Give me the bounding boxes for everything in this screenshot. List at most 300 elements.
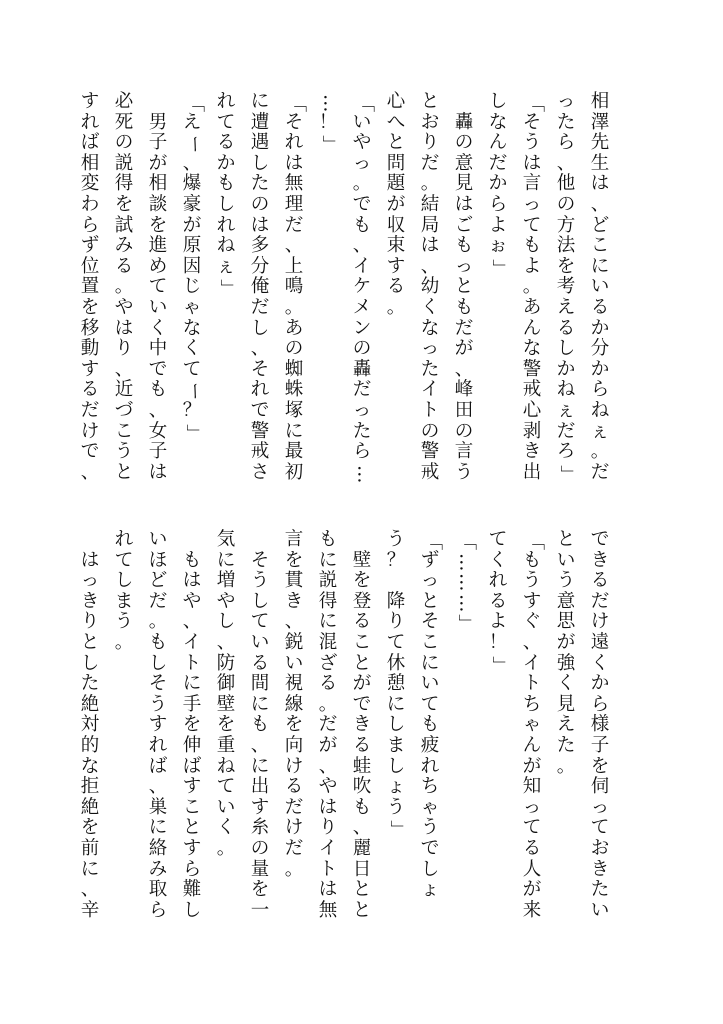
glyph: 、 <box>522 631 542 653</box>
text-column <box>73 531 107 943</box>
glyph: の <box>352 338 372 360</box>
glyph: か <box>216 152 236 174</box>
text-column <box>277 93 311 493</box>
glyph: ト <box>522 673 542 695</box>
glyph: 得 <box>114 173 134 195</box>
glyph: と <box>114 461 134 483</box>
glyph: 俺 <box>250 276 270 298</box>
text-column <box>379 93 413 493</box>
glyph: い <box>284 652 304 674</box>
glyph: あ <box>284 317 304 339</box>
glyph: 心 <box>522 399 542 421</box>
glyph: 、 <box>420 255 440 277</box>
glyph: は <box>284 152 304 174</box>
glyph: す <box>148 714 168 736</box>
glyph: 警 <box>522 358 542 380</box>
glyph: 、 <box>80 461 100 483</box>
glyph: て <box>182 358 202 380</box>
glyph: 」 <box>489 258 511 278</box>
glyph: れ <box>488 570 508 592</box>
glyph: ！ <box>318 111 338 133</box>
glyph: 田 <box>454 399 474 421</box>
glyph: ぇ <box>216 255 236 277</box>
glyph: あ <box>522 296 542 318</box>
glyph: に <box>284 420 304 442</box>
glyph: 糸 <box>250 817 270 839</box>
glyph <box>447 93 481 114</box>
text-column <box>549 93 583 493</box>
glyph: か <box>488 173 508 195</box>
glyph: や <box>352 132 372 154</box>
glyph: ら <box>148 899 168 921</box>
glyph: り <box>80 611 100 633</box>
glyph: 轟 <box>454 111 474 133</box>
glyph: 、 <box>454 358 474 380</box>
text-column <box>243 93 277 493</box>
glyph: に <box>250 91 270 112</box>
glyph: だ <box>80 399 100 421</box>
glyph: そ <box>522 111 542 133</box>
glyph: 出 <box>522 461 542 483</box>
glyph: け <box>284 755 304 777</box>
glyph: 無 <box>284 173 304 195</box>
glyph: 他 <box>556 173 576 195</box>
glyph: こ <box>590 235 610 257</box>
glyph: 」 <box>557 464 579 484</box>
glyph: 意 <box>556 590 576 612</box>
glyph: と <box>386 132 406 154</box>
glyph: 難 <box>182 879 202 901</box>
glyph: し <box>556 338 576 360</box>
glyph: も <box>318 529 338 550</box>
glyph: っ <box>522 193 542 215</box>
glyph: が <box>148 152 168 174</box>
glyph: 澤 <box>590 111 610 133</box>
glyph: 、 <box>182 611 202 633</box>
glyph: て <box>114 549 134 571</box>
glyph: 手 <box>182 693 202 715</box>
glyph: イ <box>420 379 440 401</box>
glyph: 、 <box>148 776 168 798</box>
glyph: み <box>114 235 134 257</box>
glyph: 、 <box>250 734 270 756</box>
glyph: 。 <box>420 173 440 195</box>
glyph: も <box>352 214 372 236</box>
glyph: 出 <box>250 776 270 798</box>
glyph: て <box>250 611 270 633</box>
glyph: う <box>454 461 474 483</box>
glyph: だ <box>454 317 474 339</box>
glyph: て <box>216 776 236 798</box>
glyph: 峰 <box>454 379 474 401</box>
glyph: だ <box>284 837 304 859</box>
glyph: 取 <box>148 879 168 901</box>
glyph: や <box>114 296 134 318</box>
glyph: す <box>182 837 202 859</box>
glyph: 置 <box>80 276 100 298</box>
glyph: は <box>114 317 134 339</box>
glyph: と <box>454 276 474 298</box>
text-column <box>73 93 107 493</box>
glyph: ぐ <box>522 611 542 633</box>
glyph: 、 <box>284 235 304 257</box>
text-column <box>209 531 243 943</box>
glyph: 鳴 <box>284 276 304 298</box>
glyph: 、 <box>250 338 270 360</box>
glyph: を <box>284 549 304 571</box>
glyph: 近 <box>114 379 134 401</box>
glyph: た <box>420 358 440 380</box>
glyph: る <box>386 276 406 298</box>
glyph: く <box>488 549 508 571</box>
glyph: に <box>148 817 168 839</box>
glyph: れ <box>420 755 440 777</box>
glyph: 説 <box>114 152 134 174</box>
glyph: を <box>590 755 610 777</box>
glyph: 伸 <box>182 734 202 756</box>
glyph: を <box>250 879 270 901</box>
text-column <box>413 93 447 493</box>
glyph: な <box>488 111 508 133</box>
glyph: い <box>420 673 440 695</box>
glyph: 題 <box>386 173 406 195</box>
glyph: ら <box>182 858 202 880</box>
glyph: い <box>590 276 610 298</box>
glyph <box>243 531 277 552</box>
glyph: 、 <box>114 358 134 380</box>
glyph: か <box>590 317 610 339</box>
glyph: け <box>80 420 100 442</box>
glyph: じ <box>182 276 202 298</box>
glyph: 「 <box>523 532 545 551</box>
glyph: 拒 <box>80 776 100 798</box>
glyph: る <box>80 379 100 401</box>
glyph: ば <box>148 755 168 777</box>
glyph: 轟 <box>352 358 372 380</box>
glyph: っ <box>352 152 372 174</box>
glyph: を <box>556 255 576 277</box>
glyph: 収 <box>386 214 406 236</box>
glyph: ！ <box>488 631 508 653</box>
glyph: 分 <box>250 255 270 277</box>
glyph: く <box>590 652 610 674</box>
glyph: は <box>318 796 338 818</box>
text-column <box>413 531 447 943</box>
glyph: れ <box>216 91 236 112</box>
glyph: 。 <box>284 858 304 880</box>
glyph: 、 <box>182 152 202 174</box>
glyph: に <box>420 652 440 674</box>
glyph: 絶 <box>80 693 100 715</box>
text-column <box>447 531 481 943</box>
text-column <box>311 93 345 493</box>
glyph: 変 <box>80 173 100 195</box>
glyph: 的 <box>80 734 100 756</box>
glyph: え <box>556 714 576 736</box>
glyph: ど <box>590 214 610 236</box>
glyph: う <box>148 693 168 715</box>
glyph: る <box>352 611 372 633</box>
glyph: に <box>250 693 270 715</box>
glyph: 重 <box>216 734 236 756</box>
glyph: 憩 <box>386 673 406 695</box>
glyph: 、 <box>216 631 236 653</box>
glyph: ん <box>488 132 508 154</box>
glyph: ど <box>148 570 168 592</box>
glyph: で <box>148 358 168 380</box>
glyph: ん <box>522 317 542 339</box>
glyph: 上 <box>284 255 304 277</box>
glyph: の <box>250 837 270 859</box>
glyph: で <box>80 441 100 463</box>
glyph: た <box>352 420 372 442</box>
glyph: 」 <box>455 614 477 633</box>
glyph: よ <box>488 611 508 633</box>
glyph: を <box>216 714 236 736</box>
glyph: た <box>556 111 576 133</box>
glyph: そ <box>420 611 440 633</box>
text-column <box>141 93 175 493</box>
glyph: 考 <box>556 276 576 298</box>
glyph: お <box>420 111 440 133</box>
text-column <box>583 531 617 943</box>
glyph: と <box>352 879 372 901</box>
glyph: も <box>148 631 168 653</box>
glyph: と <box>352 652 372 674</box>
glyph: き <box>284 590 304 612</box>
glyph: 。 <box>556 755 576 777</box>
glyph: は <box>318 879 338 901</box>
glyph: れ <box>250 379 270 401</box>
glyph: も <box>454 235 474 257</box>
glyph: り <box>114 338 134 360</box>
glyph: 相 <box>148 173 168 195</box>
glyph: 遠 <box>590 631 610 653</box>
glyph: ？ <box>182 399 202 421</box>
glyph: ぇ <box>590 420 610 442</box>
text-column <box>481 93 515 493</box>
glyph: イ <box>182 631 202 653</box>
glyph: を <box>148 214 168 236</box>
glyph: 子 <box>148 441 168 463</box>
glyph: 先 <box>590 132 610 154</box>
glyph: 警 <box>420 441 440 463</box>
glyph: か <box>590 358 610 380</box>
glyph: … <box>455 593 477 613</box>
glyph: 、 <box>318 755 338 777</box>
glyph: す <box>80 91 100 112</box>
glyph: も <box>454 296 474 318</box>
glyph: き <box>352 714 372 736</box>
glyph: 絶 <box>80 796 100 818</box>
glyph: に <box>318 549 338 571</box>
glyph: か <box>556 358 576 380</box>
glyph: 、 <box>556 152 576 174</box>
glyph: る <box>352 734 372 756</box>
glyph: 戒 <box>250 441 270 463</box>
text-column <box>209 93 243 493</box>
text-column <box>515 531 549 943</box>
glyph: 蛙 <box>352 755 372 777</box>
glyph: 見 <box>556 693 576 715</box>
glyph: ぇ <box>556 399 576 421</box>
glyph: に <box>216 549 236 571</box>
glyph: く <box>556 673 576 695</box>
glyph: 法 <box>556 235 576 257</box>
glyph: ゃ <box>522 714 542 736</box>
glyph: 、 <box>352 235 372 257</box>
glyph: 「 <box>353 94 375 113</box>
glyph: 幼 <box>420 276 440 298</box>
glyph: そ <box>148 673 168 695</box>
glyph: ト <box>420 399 440 421</box>
glyph: め <box>148 255 168 277</box>
glyph: も <box>522 549 542 571</box>
glyph: う <box>556 570 576 592</box>
glyph: 「 <box>421 532 443 551</box>
glyph: 視 <box>284 673 304 695</box>
glyph: う <box>250 570 270 592</box>
glyph: 問 <box>386 152 406 174</box>
glyph: ろ <box>556 441 576 463</box>
glyph: 対 <box>80 714 100 736</box>
glyph: す <box>250 796 270 818</box>
glyph: だ <box>556 420 576 442</box>
glyph: 「 <box>183 94 205 113</box>
glyph: 人 <box>522 858 542 880</box>
glyph: ね <box>556 379 576 401</box>
glyph: だ <box>352 379 372 401</box>
glyph: 、 <box>148 399 168 421</box>
glyph: 伺 <box>590 776 610 798</box>
glyph: て <box>522 214 542 236</box>
glyph: 」 <box>387 820 409 839</box>
glyph: 位 <box>80 255 100 277</box>
glyph: ー <box>183 382 205 401</box>
glyph: う <box>114 441 134 463</box>
glyph: 言 <box>454 441 474 463</box>
glyph: ゃ <box>420 796 440 818</box>
glyph: く <box>216 817 236 839</box>
glyph: 原 <box>182 235 202 257</box>
glyph: と <box>556 529 576 550</box>
glyph: お <box>590 837 610 859</box>
text-column <box>583 93 617 493</box>
glyph: 警 <box>250 420 270 442</box>
glyph: ら <box>590 693 610 715</box>
glyph: に <box>250 755 270 777</box>
glyph: っ <box>590 796 610 818</box>
glyph: る <box>590 296 610 318</box>
glyph: る <box>250 652 270 674</box>
glyph: ま <box>386 734 406 756</box>
glyph: ら <box>352 441 372 463</box>
glyph: く <box>182 338 202 360</box>
glyph: っ <box>556 91 576 112</box>
glyph: う <box>386 529 406 550</box>
glyph: し <box>488 91 508 112</box>
glyph: い <box>148 529 168 550</box>
glyph: イ <box>522 652 542 674</box>
glyph: 中 <box>148 338 168 360</box>
glyph: 移 <box>80 317 100 339</box>
glyph: 遇 <box>250 132 270 154</box>
glyph: 子 <box>148 132 168 154</box>
glyph: づ <box>114 399 134 421</box>
glyph: が <box>182 214 202 236</box>
glyph: と <box>80 631 100 653</box>
glyph: い <box>250 631 270 653</box>
text-column <box>379 531 413 943</box>
glyph: ま <box>114 590 134 612</box>
glyph: い <box>216 796 236 818</box>
glyph: 死 <box>114 111 134 133</box>
glyph: 防 <box>216 652 236 674</box>
glyph: し <box>386 755 406 777</box>
glyph: ぉ <box>488 235 508 257</box>
glyph: よ <box>488 214 508 236</box>
glyph: な <box>182 317 202 339</box>
glyph: っ <box>352 399 372 421</box>
glyph: る <box>556 317 576 339</box>
glyph: わ <box>80 193 100 215</box>
glyph: 多 <box>250 235 270 257</box>
glyph: 子 <box>590 734 610 756</box>
glyph: に <box>80 858 100 880</box>
glyph: 方 <box>556 214 576 236</box>
glyph: か <box>590 673 610 695</box>
glyph <box>141 93 175 114</box>
glyph: 言 <box>522 173 542 195</box>
glyph: ほ <box>148 549 168 571</box>
text-column <box>107 93 141 493</box>
glyph: っ <box>522 796 542 818</box>
glyph: 登 <box>352 590 372 612</box>
glyph: な <box>420 317 440 339</box>
glyph: ち <box>522 693 542 715</box>
glyph: だ <box>420 152 440 174</box>
glyph: く <box>420 296 440 318</box>
glyph: ら <box>80 214 100 236</box>
glyph: も <box>148 379 168 401</box>
glyph: し <box>250 317 270 339</box>
glyph: 男 <box>148 111 168 133</box>
glyph: す <box>80 358 100 380</box>
glyph: て <box>488 529 508 550</box>
glyph: し <box>420 858 440 880</box>
glyph: と <box>182 817 202 839</box>
glyph: し <box>182 899 202 921</box>
glyph: 因 <box>182 255 202 277</box>
glyph: る <box>284 776 304 798</box>
glyph: 。 <box>216 837 236 859</box>
glyph: や <box>182 590 202 612</box>
glyph: 「 <box>523 94 545 113</box>
glyph: 試 <box>114 214 134 236</box>
glyph: た <box>590 879 610 901</box>
text-column <box>107 531 141 943</box>
glyph: 爆 <box>182 173 202 195</box>
glyph: ご <box>454 214 474 236</box>
glyph: し <box>216 611 236 633</box>
glyph: 。 <box>114 276 134 298</box>
glyph <box>379 572 413 593</box>
glyph: う <box>114 611 134 633</box>
glyph: ょ <box>420 879 440 901</box>
glyph: 壁 <box>216 693 236 715</box>
glyph: 休 <box>386 652 406 674</box>
glyph: 増 <box>216 570 236 592</box>
